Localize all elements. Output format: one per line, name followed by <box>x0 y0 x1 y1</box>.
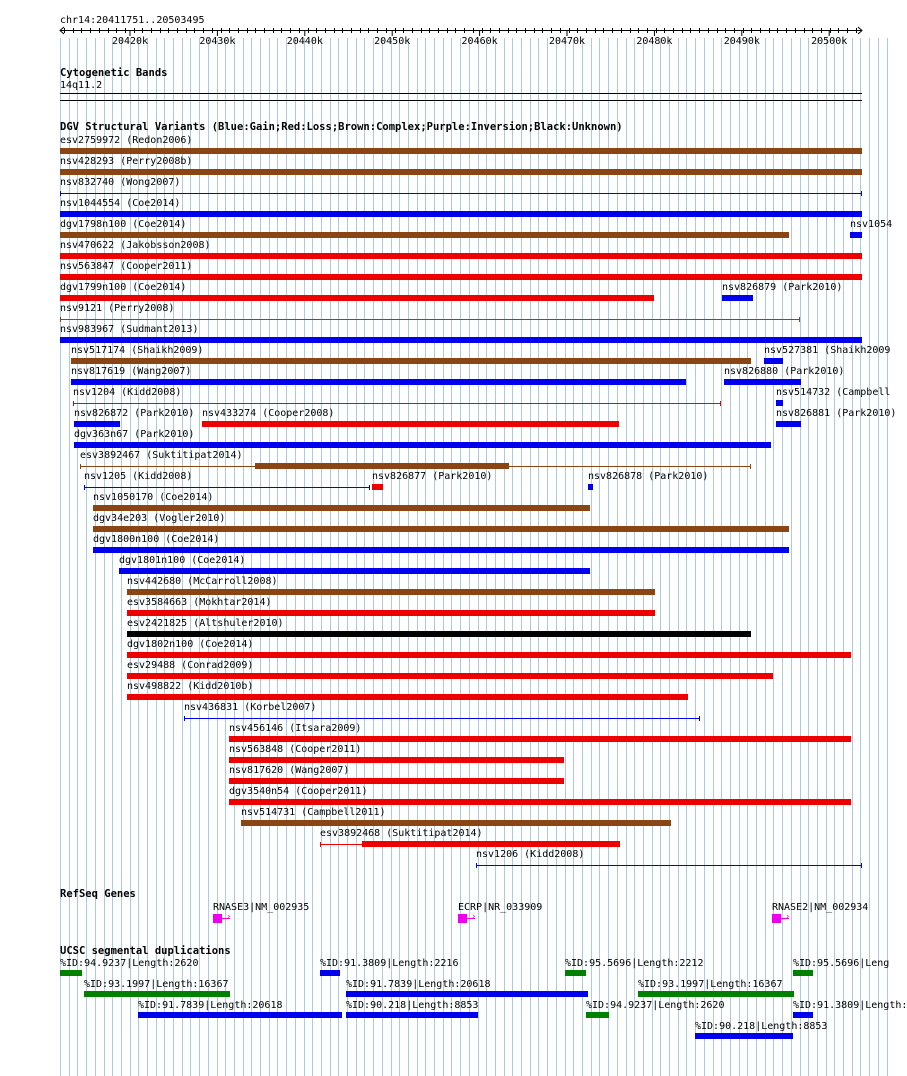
sv-feature-bar <box>93 526 789 532</box>
sv-feature-start-tick <box>60 191 61 196</box>
sv-feature-label: nsv517174 (Shaikh2009) <box>71 345 204 356</box>
sv-feature-end-tick <box>750 464 751 469</box>
sv-feature-bar <box>60 337 862 343</box>
sv-feature-bar <box>229 778 564 784</box>
sv-feature-line <box>60 319 800 320</box>
sv-feature-bar <box>74 421 120 427</box>
sv-feature-label: nsv428293 (Perry2008b) <box>60 156 193 167</box>
segdup-label: %ID:90.218|Length:8853 <box>695 1021 828 1032</box>
segdup-bar <box>346 1012 478 1018</box>
sv-feature-label: nsv826872 (Park2010) <box>74 408 195 419</box>
sv-feature-start-tick <box>73 401 74 406</box>
sv-feature-label: nsv817619 (Wang2007) <box>71 366 192 377</box>
sv-feature-end-tick <box>861 191 862 196</box>
ruler-tick-label: 20490k <box>723 36 760 47</box>
sv-feature-label: nsv826879 (Park2010) <box>722 282 843 293</box>
gene-label: RNASE3|NM_002935 <box>213 902 310 913</box>
sv-feature-bar <box>776 421 801 427</box>
sv-feature-line <box>184 718 700 719</box>
ruler-tick-label: 20470k <box>548 36 586 47</box>
segdup-label: %ID:94.9237|Length:2620 <box>60 958 199 969</box>
ruler-tick-label: 20420k <box>111 36 149 47</box>
sv-feature-label: nsv9121 (Perry2008) <box>60 303 175 314</box>
ruler-tick-label: 20500k <box>811 36 848 47</box>
sv-feature-line <box>84 487 370 488</box>
sv-feature-bar <box>127 694 688 700</box>
ruler-tick-label: 20460k <box>461 36 498 47</box>
segdup-label: %ID:91.7839|Length:20618 <box>138 1000 283 1011</box>
sv-feature-bar <box>127 652 851 658</box>
segdup-bar <box>586 1012 609 1018</box>
sv-feature-label: nsv826877 (Park2010) <box>372 471 493 482</box>
gene-strand-arrow-icon: › <box>226 912 232 922</box>
sv-feature-label: nsv1044554 (Coe2014) <box>60 198 181 209</box>
sv-feature-bar <box>850 232 862 238</box>
sv-feature-label: nsv433274 (Cooper2008) <box>202 408 335 419</box>
sv-feature-label: dgv1799n100 (Coe2014) <box>60 282 187 293</box>
sv-feature-line <box>60 193 862 194</box>
sv-feature-bar <box>724 379 801 385</box>
sv-feature-label: dgv1800n100 (Coe2014) <box>93 534 220 545</box>
sv-feature-label: nsv514731 (Campbell2011) <box>241 807 386 818</box>
sv-feature-bar <box>764 358 783 364</box>
gene-label: ECRP|NR_033909 <box>458 902 543 913</box>
refseq-track-title: RefSeq Genes <box>60 888 136 900</box>
segdup-label: %ID:94.9237|Length:2620 <box>586 1000 725 1011</box>
sv-feature-label: nsv456146 (Itsara2009) <box>229 723 362 734</box>
sv-feature-bar <box>60 169 862 175</box>
sv-feature-label: nsv563848 (Cooper2011) <box>229 744 362 755</box>
segdup-bar <box>793 970 813 976</box>
sv-feature-label: nsv1206 (Kidd2008) <box>476 849 585 860</box>
sv-feature-start-tick <box>320 842 321 847</box>
segdup-label: %ID:93.1997|Length:16367 <box>638 979 783 990</box>
dgv-track-title: DGV Structural Variants (Blue:Gain;Red:Loss;Brown:Complex;Purple:Inversion;Black:Unknown) <box>60 121 623 133</box>
sv-feature-bar <box>229 736 851 742</box>
segdup-bar <box>320 970 340 976</box>
sv-feature-line <box>476 865 862 866</box>
coordinate-range: chr14:20411751..20503495 <box>60 15 205 26</box>
sv-feature-end-tick <box>799 317 800 322</box>
sv-feature-label: dgv1802n100 (Coe2014) <box>127 639 254 650</box>
segdup-bar <box>793 1012 813 1018</box>
segdup-label: %ID:90.218|Length:8853 <box>346 1000 479 1011</box>
sv-feature-label: nsv514732 (Campbell <box>776 387 891 398</box>
sv-feature-start-tick <box>184 716 185 721</box>
sv-feature-label: nsv442680 (McCarroll2008) <box>127 576 278 587</box>
ruler-tick-label: 20480k <box>636 36 673 47</box>
segdup-track-title: UCSC segmental duplications <box>60 945 231 957</box>
segdup-bar <box>138 1012 342 1018</box>
segdup-bar <box>695 1033 793 1039</box>
sv-feature-label: nsv498822 (Kidd2010b) <box>127 681 254 692</box>
sv-feature-label: nsv817620 (Wang2007) <box>229 765 350 776</box>
sv-feature-bar <box>74 442 771 448</box>
sv-feature-end-tick <box>720 401 721 406</box>
sv-feature-bar <box>241 820 671 826</box>
sv-feature-end-tick <box>369 485 370 490</box>
sv-feature-label: dgv363n67 (Park2010) <box>74 429 195 440</box>
segdup-bar <box>84 991 230 997</box>
sv-feature-bar <box>93 547 789 553</box>
sv-feature-label: nsv563847 (Cooper2011) <box>60 261 193 272</box>
sv-feature-bar <box>255 463 509 469</box>
ruler-tick-label: 20430k <box>199 36 236 47</box>
sv-feature-label: nsv826881 (Park2010) <box>776 408 897 419</box>
sv-feature-bar <box>119 568 590 574</box>
segdup-label: %ID:91.3809|Length:2216 <box>320 958 459 969</box>
segdup-label: %ID:95.5696|Leng <box>793 958 890 969</box>
sv-feature-bar <box>71 379 686 385</box>
sv-feature-label: esv3892468 (Suktitipat2014) <box>320 828 483 839</box>
sv-feature-bar <box>60 253 862 259</box>
sv-feature-bar <box>60 274 862 280</box>
sv-feature-bar <box>127 589 655 595</box>
sv-feature-end-tick <box>861 863 862 868</box>
sv-feature-label: nsv1204 (Kidd2008) <box>73 387 182 398</box>
sv-feature-bar <box>60 211 862 217</box>
sv-feature-bar <box>71 358 751 364</box>
segdup-label: %ID:91.3809|Length: <box>793 1000 907 1011</box>
segdup-bar <box>565 970 586 976</box>
sv-feature-label: nsv470622 (Jakobsson2008) <box>60 240 211 251</box>
segdup-label: %ID:91.7839|Length:20618 <box>346 979 491 990</box>
sv-feature-end-tick <box>699 716 700 721</box>
sv-feature-start-tick <box>476 863 477 868</box>
sv-feature-label: nsv983967 (Sudmant2013) <box>60 324 199 335</box>
sv-feature-label: nsv1054 <box>850 219 893 230</box>
sv-feature-label: nsv1205 (Kidd2008) <box>84 471 193 482</box>
sv-feature-bar <box>776 400 783 406</box>
sv-feature-bar <box>60 232 789 238</box>
sv-feature-start-tick <box>60 317 61 322</box>
sv-feature-label: esv29488 (Conrad2009) <box>127 660 254 671</box>
cytoband-label: 14q11.2 <box>60 80 103 91</box>
sv-feature-label: dgv1798n100 (Coe2014) <box>60 219 187 230</box>
sv-feature-bar <box>60 148 862 154</box>
segdup-bar <box>638 991 794 997</box>
sv-feature-bar <box>127 631 751 637</box>
sv-feature-label: dgv34e203 (Vogler2010) <box>93 513 226 524</box>
cytoband-track-title: Cytogenetic Bands <box>60 67 168 79</box>
sv-feature-bar <box>362 841 620 847</box>
segdup-bar <box>60 970 82 976</box>
sv-feature-bar <box>60 295 654 301</box>
sv-feature-bar <box>93 505 590 511</box>
sv-feature-line <box>73 403 721 404</box>
sv-feature-bar <box>229 799 851 805</box>
sv-feature-label: esv3892467 (Suktitipat2014) <box>80 450 243 461</box>
sv-feature-label: dgv3540n54 (Cooper2011) <box>229 786 368 797</box>
gene-strand-arrow-icon: › <box>785 912 791 922</box>
gene-label: RNASE2|NM_002934 <box>772 902 869 913</box>
sv-feature-label: nsv436831 (Korbel2007) <box>184 702 317 713</box>
sv-feature-label: nsv527381 (Shaikh2009 <box>764 345 891 356</box>
sv-feature-label: nsv826878 (Park2010) <box>588 471 709 482</box>
segdup-label: %ID:95.5696|Length:2212 <box>565 958 704 969</box>
sv-feature-bar <box>202 421 619 427</box>
sv-feature-bar <box>229 757 564 763</box>
sv-feature-start-tick <box>80 464 81 469</box>
ruler-tick-label: 20450k <box>374 36 411 47</box>
sv-feature-bar <box>127 673 773 679</box>
gene-exon <box>213 914 222 923</box>
gene-exon <box>772 914 781 923</box>
sv-feature-label: nsv1050170 (Coe2014) <box>93 492 214 503</box>
ruler-tick-label: 20440k <box>286 36 323 47</box>
sv-feature-bar <box>127 610 655 616</box>
sv-feature-label: esv3584663 (Mokhtar2014) <box>127 597 272 608</box>
sv-feature-bar <box>372 484 383 490</box>
sv-feature-label: nsv832740 (Wong2007) <box>60 177 181 188</box>
sv-feature-label: esv2759972 (Redon2006) <box>60 135 193 146</box>
gene-exon <box>458 914 467 923</box>
sv-feature-label: esv2421825 (Altshuler2010) <box>127 618 284 629</box>
segdup-label: %ID:93.1997|Length:16367 <box>84 979 229 990</box>
segdup-bar <box>346 991 588 997</box>
sv-feature-label: dgv1801n100 (Coe2014) <box>119 555 246 566</box>
gene-strand-arrow-icon: › <box>471 912 477 922</box>
sv-feature-bar <box>722 295 753 301</box>
sv-feature-bar <box>588 484 593 490</box>
sv-feature-start-tick <box>84 485 85 490</box>
sv-feature-label: nsv826880 (Park2010) <box>724 366 845 377</box>
